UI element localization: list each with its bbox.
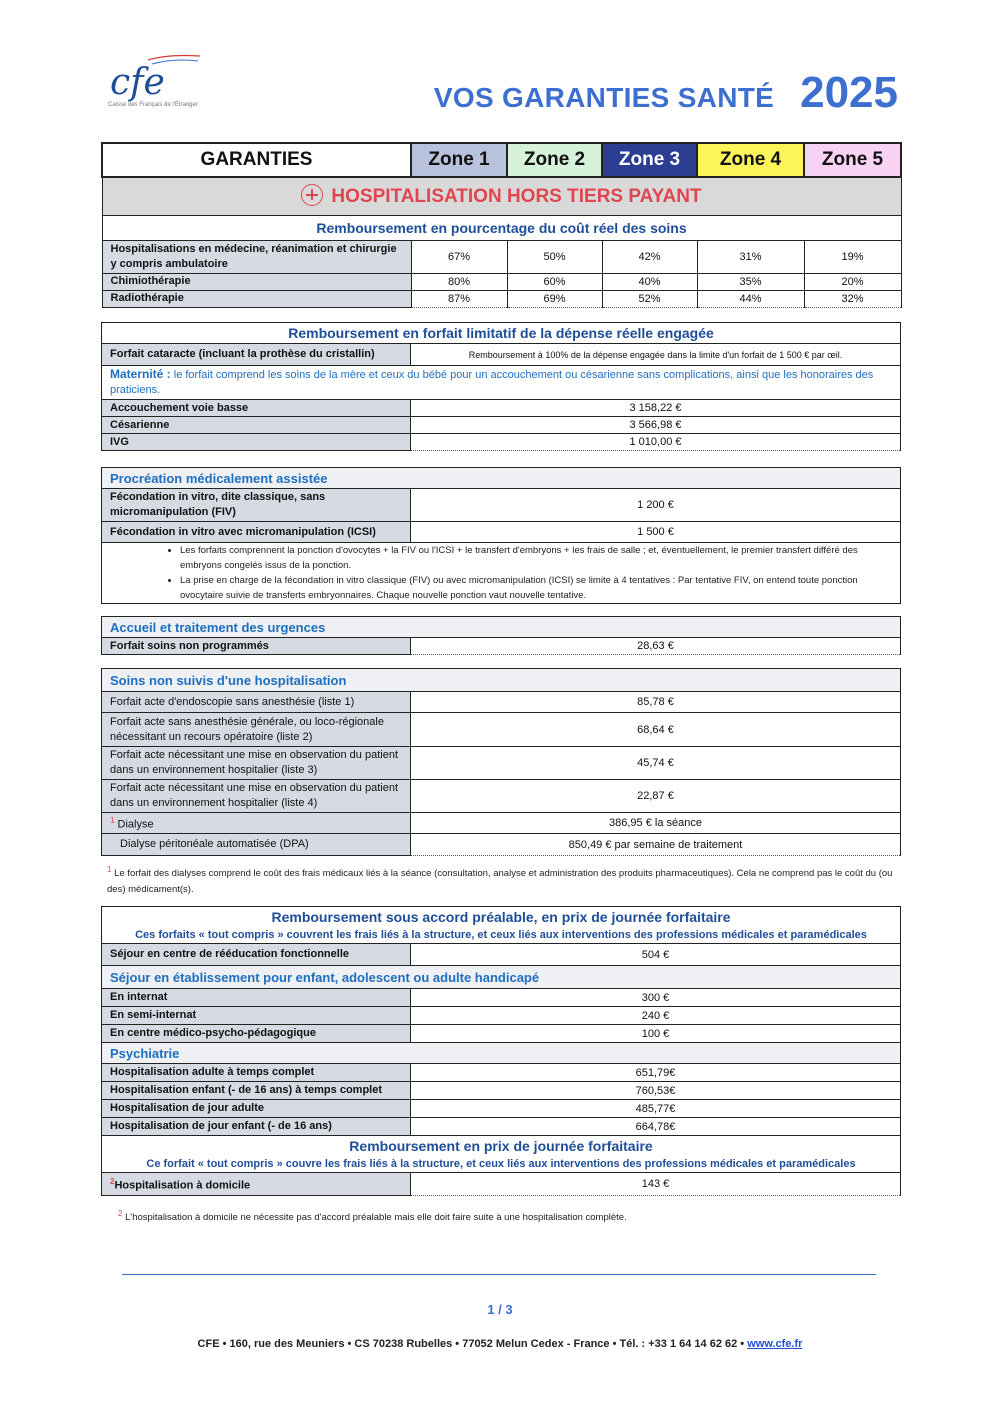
row-value: 68,64 € — [411, 713, 901, 747]
zone-value: 40% — [602, 273, 697, 290]
zone-3-header: Zone 3 — [602, 143, 697, 177]
table-row — [102, 273, 901, 290]
zone-4-header: Zone 4 — [697, 143, 804, 177]
row-value: 28,63 € — [411, 638, 901, 655]
row-label: Dialyse péritonéale automatisée (DPA) — [102, 834, 411, 856]
pma-notes — [102, 543, 901, 604]
zone-value: 80% — [411, 273, 507, 290]
table-row — [102, 489, 901, 522]
row-label: IVG — [102, 434, 411, 451]
footnote-text: Le forfait des dialyses comprend le coût des frais médicaux liés à la séance (consultation, analyse et administration des produits pharmaceutiques). Cela ne comprend pas le coût du (ou des) médicament(s). — [107, 868, 893, 896]
row-label — [102, 813, 411, 834]
document-title — [434, 68, 898, 118]
table-row — [102, 989, 901, 1007]
zone-value: 31% — [697, 240, 804, 273]
soins-heading: Soins non suivis d'une hospitalisation — [102, 669, 901, 692]
row-label-text: Hospitalisation à domicile — [114, 1179, 251, 1192]
row-value: 760,53€ — [411, 1082, 901, 1100]
soins-table — [101, 668, 901, 856]
cataract-value: Remboursement à 100% de la dépense engagée dans la limite d'un forfait de 1 500 € par œil. — [411, 344, 901, 366]
table-row — [102, 692, 901, 713]
urgences-heading: Accueil et traitement des urgences — [102, 617, 901, 638]
table-row — [102, 1025, 901, 1043]
table-row — [102, 434, 901, 451]
footer-divider — [122, 1274, 876, 1275]
table-row — [102, 747, 901, 780]
row-label: Forfait acte nécessitant une mise en observation du patient dans un environnement hospitalier (liste 4) — [102, 780, 411, 813]
zone-value: 19% — [804, 240, 901, 273]
footnote-mark: 2 — [110, 1177, 115, 1187]
accord-table — [101, 906, 901, 1196]
footnote-mark: 2 — [118, 1209, 123, 1218]
zone-value: 20% — [804, 273, 901, 290]
row-value: 1 200 € — [411, 489, 901, 522]
hospital-cross-icon — [301, 184, 323, 206]
zone-value: 52% — [602, 290, 697, 307]
accord-heading: Remboursement sous accord préalable, en prix de journée forfaitaire — [102, 907, 901, 927]
row-label: Hospitalisations en médecine, réanimation et chirurgie y compris ambulatoire — [102, 240, 411, 273]
pma-heading: Procréation médicalement assistée — [102, 468, 901, 489]
row-value: 22,87 € — [411, 780, 901, 813]
footnote-mark: 1 — [110, 816, 115, 826]
table-row — [102, 944, 901, 966]
section-title — [102, 177, 901, 215]
row-value: 300 € — [411, 989, 901, 1007]
table-row — [102, 1118, 901, 1136]
pct-heading: Remboursement en pourcentage du coût réel des soins — [102, 215, 901, 240]
footnote-text: L'hospitalisation à domicile ne nécessite pas d'accord préalable mais elle doit faire suite à une hospitalisation complète. — [125, 1212, 627, 1224]
accord-subheading: Ces forfaits « tout compris » couvrent les frais liés à la structure, et ceux liés aux interventions des professions médicales et paramédicales — [102, 927, 901, 944]
dialysis-footnote — [107, 862, 897, 898]
row-label: Fécondation in vitro, dite classique, sans micromanipulation (FIV) — [102, 489, 411, 522]
zone-value: 42% — [602, 240, 697, 273]
row-value: 651,79€ — [411, 1064, 901, 1082]
table-row — [102, 1173, 901, 1196]
table-row — [102, 1082, 901, 1100]
title-year: 2025 — [800, 68, 898, 117]
zone-value: 67% — [411, 240, 507, 273]
row-value: 850,49 € par semaine de traitement — [411, 834, 901, 856]
row-value: 386,95 € la séance — [411, 813, 901, 834]
row-label: En centre médico-psycho-pédagogique — [102, 1025, 411, 1043]
zone-value: 87% — [411, 290, 507, 307]
table-row — [102, 400, 901, 417]
zone-value: 35% — [697, 273, 804, 290]
table-row — [102, 1064, 901, 1082]
main-guarantees-table — [101, 142, 902, 308]
row-value: 100 € — [411, 1025, 901, 1043]
handicap-heading: Séjour en établissement pour enfant, adolescent ou adulte handicapé — [102, 966, 901, 989]
row-label: Césarienne — [102, 417, 411, 434]
page-number: 1 / 3 — [487, 1302, 513, 1317]
zone-value: 60% — [507, 273, 602, 290]
row-label: Accouchement voie basse — [102, 400, 411, 417]
logo-subtitle: Caisse des Français de l'Étranger — [108, 102, 198, 108]
row-value: 3 566,98 € — [411, 417, 901, 434]
zone-value: 32% — [804, 290, 901, 307]
maternity-note — [102, 366, 901, 400]
table-row — [102, 1007, 901, 1025]
row-label: Forfait acte d'endoscopie sans anesthésie (liste 1) — [102, 692, 411, 713]
row-value: 45,74 € — [411, 747, 901, 780]
table-row — [102, 417, 901, 434]
urgences-table — [101, 616, 901, 655]
row-label: Chimiothérapie — [102, 273, 411, 290]
domicile-footnote — [118, 1206, 898, 1226]
row-value: 85,78 € — [411, 692, 901, 713]
row-label: Forfait acte sans anesthésie générale, ou loco-régionale nécessitant un recours opératoire (liste 2) — [102, 713, 411, 747]
forfait-table — [101, 322, 901, 451]
zone-2-header: Zone 2 — [507, 143, 602, 177]
row-label: Hospitalisation de jour enfant (- de 16 ans) — [102, 1118, 411, 1136]
row-value: 504 € — [411, 944, 901, 966]
table-row — [102, 638, 901, 655]
row-value: 3 158,22 € — [411, 400, 901, 417]
footnote-mark: 1 — [107, 865, 112, 874]
section-title-text: HOSPITALISATION HORS TIERS PAYANT — [331, 186, 702, 208]
row-label: En internat — [102, 989, 411, 1007]
row-value: 664,78€ — [411, 1118, 901, 1136]
forfait-heading: Remboursement en forfait limitatif de la dépense réelle engagée — [102, 323, 901, 344]
row-value: 1 500 € — [411, 522, 901, 543]
table-row — [102, 780, 901, 813]
row-value: 143 € — [411, 1173, 901, 1196]
row-label-text: Dialyse — [117, 818, 154, 831]
journee-subheading: Ce forfait « tout compris » couvre les frais liés à la structure, et ceux liés aux interventions des professions médicales et paramédicales — [102, 1156, 901, 1173]
table-row — [102, 834, 901, 856]
row-label: Hospitalisation de jour adulte — [102, 1100, 411, 1118]
row-label: Hospitalisation enfant (- de 16 ans) à temps complet — [102, 1082, 411, 1100]
row-label: Radiothérapie — [102, 290, 411, 307]
pma-note: • Les forfaits comprennent la ponction d'ovocytes + la FIV ou l'ICSI + le transfert d'embryons + les frais de salle ; et, éventuellement, le premier transfert différé des embryons congelés issus de la ponction. — [180, 543, 892, 573]
journee-heading: Remboursement en prix de journée forfaitaire — [102, 1136, 901, 1156]
maternity-title: Maternité : — [110, 367, 171, 381]
row-label — [102, 1173, 411, 1196]
table-row — [102, 713, 901, 747]
row-value: 485,77€ — [411, 1100, 901, 1118]
row-value: 1 010,00 € — [411, 434, 901, 451]
address-text: CFE • 160, rue des Meuniers • CS 70238 Rubelles • 77052 Melun Cedex - France • Tél. : +33 1 64 14 62 62 • — [197, 1338, 745, 1350]
table-row — [102, 1100, 901, 1118]
col-guarantees: GARANTIES — [102, 143, 411, 177]
row-label: Hospitalisation adulte à temps complet — [102, 1064, 411, 1082]
cataract-label: Forfait cataracte (incluant la prothèse du cristallin) — [102, 344, 411, 366]
footer-address — [0, 1338, 1000, 1350]
zone-value: 44% — [697, 290, 804, 307]
row-label: Forfait acte nécessitant une mise en observation du patient dans un environnement hospitalier (liste 3) — [102, 747, 411, 780]
title-text: VOS GARANTIES SANTÉ — [433, 82, 775, 113]
psy-heading: Psychiatrie — [102, 1043, 901, 1064]
zone-1-header: Zone 1 — [411, 143, 507, 177]
zone-value: 50% — [507, 240, 602, 273]
svg-text:cfe: cfe — [110, 62, 165, 103]
table-row — [102, 522, 901, 543]
maternity-text: le forfait comprend les soins de la mère et ceux du bébé pour un accouchement ou césarienne sans complications, ainsi que les honoraires des praticiens. — [110, 369, 874, 396]
row-label: Fécondation in vitro avec micromanipulation (ICSI) — [102, 522, 411, 543]
row-label: Forfait soins non programmés — [102, 638, 411, 655]
pma-table — [101, 467, 901, 604]
zone-5-header: Zone 5 — [804, 143, 901, 177]
row-label: Séjour en centre de rééducation fonctionnelle — [102, 944, 411, 966]
website-link[interactable]: www.cfe.fr — [747, 1338, 803, 1350]
table-row — [102, 240, 901, 273]
zone-value: 69% — [507, 290, 602, 307]
row-label: En semi-internat — [102, 1007, 411, 1025]
table-row — [102, 290, 901, 307]
pma-note: • La prise en charge de la fécondation in vitro classique (FIV) ou avec micromanipulation (ICSI) se limite à 4 tentatives : Par tentative FIV, on entend toute ponction ovocytaire suivie de transferts embryonnaires. Chaque nouvelle ponction vaut nouvelle tentative. — [180, 573, 892, 603]
table-row — [102, 813, 901, 834]
row-value: 240 € — [411, 1007, 901, 1025]
